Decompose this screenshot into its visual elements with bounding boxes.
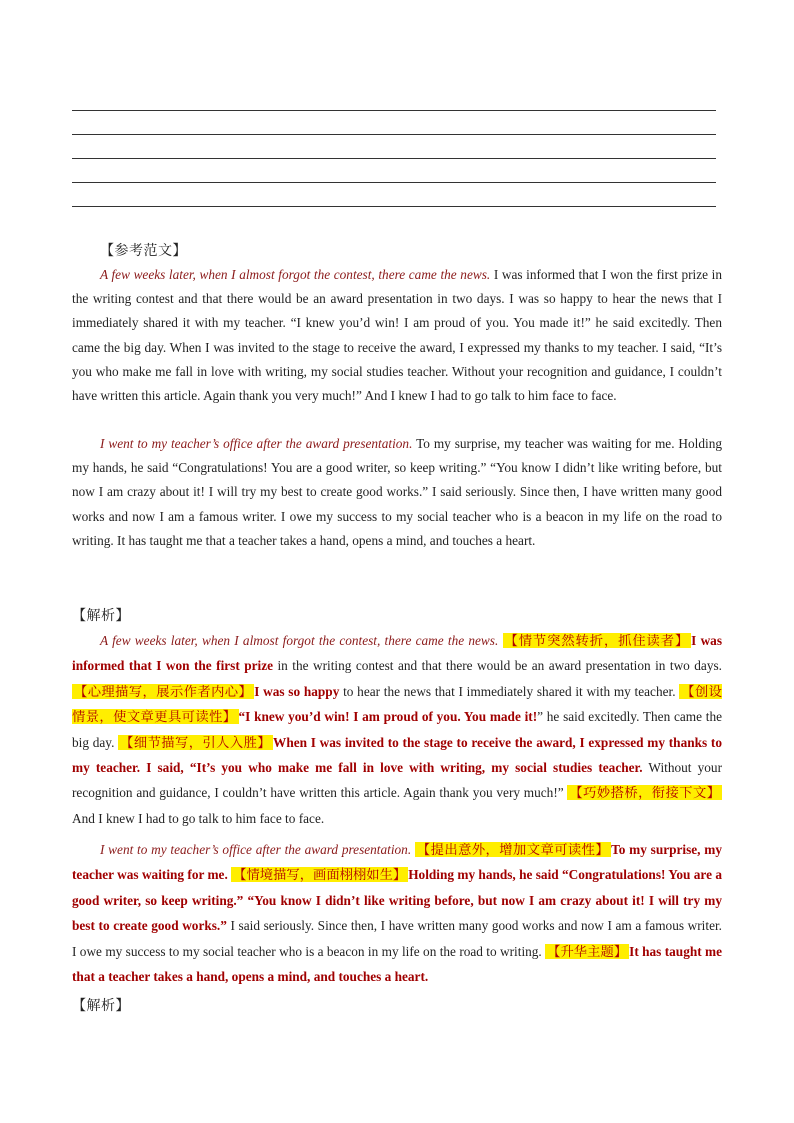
annotation-tag: 【细节描写，引人入胜】 <box>120 734 272 750</box>
highlighted-sentence: When I was invited to the stage to receive the award, I expressed my thanks to my teacher. I said, “It’s you who make me fall in love with writing, my social studies teacher. <box>72 734 722 776</box>
sample-p1-lead-sentence: A few weeks later, when I almost forgot the contest, there came the news. <box>100 267 491 282</box>
analysis-paragraph-2 <box>72 837 722 989</box>
body-text: Without your recognition and guidance, I couldn’t have written this article. Again thank you very much!” <box>72 760 722 801</box>
annotation-tag: 【升华主题】 <box>547 943 628 959</box>
highlighted-sentence: “I knew you’d win! I am proud of you. You made it! <box>238 709 538 725</box>
answer-line <box>72 134 716 135</box>
analysis-paragraph-1 <box>72 628 722 831</box>
highlighted-sentence: To my surprise, my teacher was waiting for me. <box>72 842 722 883</box>
body-text: ” he said excitedly. Then came the big day. <box>72 709 723 750</box>
answer-line <box>72 206 716 207</box>
highlighted-sentence: Holding my hands, he said “Congratulations! You are a good writer, so keep writing.” “You know I didn’t like writing before, but now I am crazy about it! I will try my best to create good works.” <box>72 867 722 934</box>
annotation-tag: 【心理描写，展示作者内心】 <box>74 683 253 699</box>
answer-line <box>72 158 716 159</box>
annotation-tag: 【巧妙搭桥，衔接下文】 <box>569 785 721 801</box>
annotation-tag: 【提出意外，增加文章可读性】 <box>416 842 610 857</box>
answer-line <box>72 110 716 111</box>
analysis-label-2: 【解析】 <box>72 999 130 1014</box>
lead-sentence: I went to my teacher’s office after the award presentation. <box>100 842 415 857</box>
annotation-tag: 【创设情景，使文章更具可读性】 <box>72 683 722 725</box>
sample-paragraph-2 <box>72 432 722 553</box>
body-text: I said seriously. Since then, I have written many good works and now I am a famous writer. I owe my success to my social teacher who is a beacon in my life on the road to writing. <box>72 918 722 959</box>
body-text: in the writing contest and that there would be an award presentation in two days. <box>273 658 722 674</box>
sample-p2-body: To my surprise, my teacher was waiting for me. Holding my hands, he said “Congratulations! You are a good writer, so keep writing.” “You know I didn’t like writing before, but now I am crazy about it! I will try my best to create good works.” I said seriously. Since then, I have written many good works and now I am a famous writer. I owe my success to my social teacher who is a beacon in my life on the road to writing. It has taught me that a teacher takes a hand, opens a mind, and touches a heart. <box>72 436 722 548</box>
sample-p1-body: I was informed that I won the first prize in the writing contest and that there would be an award presentation in two days. I was so happy to hear the news that I immediately shared it with my teacher. “I knew you’d win! I am proud of you. You made it!” he said excitedly. Then came the big day. When I was invited to the stage to receive the award, I expressed my thanks to my teacher. I said, “It’s you who make me fall in love with writing, my social studies teacher. Without your recognition and guidance, I couldn’t have written this article. Again thank you very much!” And I knew I had to go talk to him face to face. <box>72 267 722 404</box>
analysis-label: 【解析】 <box>72 609 130 624</box>
body-text: to hear the news that I immediately shared it with my teacher. <box>339 683 680 699</box>
highlighted-sentence: It has taught me that a teacher takes a hand, opens a mind, and touches a heart. <box>72 943 723 985</box>
lead-sentence: A few weeks later, when I almost forgot the contest, there came the news. <box>100 633 503 648</box>
highlighted-sentence: I was so happy <box>254 683 340 699</box>
answer-line <box>72 182 716 183</box>
sample-essay-label: 【参考范文】 <box>100 244 187 259</box>
annotation-tag: 【情节突然转折，抓住读者】 <box>504 633 690 648</box>
sample-p2-lead-sentence: I went to my teacher’s office after the award presentation. <box>100 436 413 451</box>
highlighted-sentence: I was informed that I won the first prize <box>72 633 723 674</box>
body-text: And I knew I had to go talk to him face to face. <box>72 810 325 826</box>
sample-paragraph-1 <box>72 263 722 408</box>
annotation-tag: 【情境描写，画面栩栩如生】 <box>233 867 407 883</box>
